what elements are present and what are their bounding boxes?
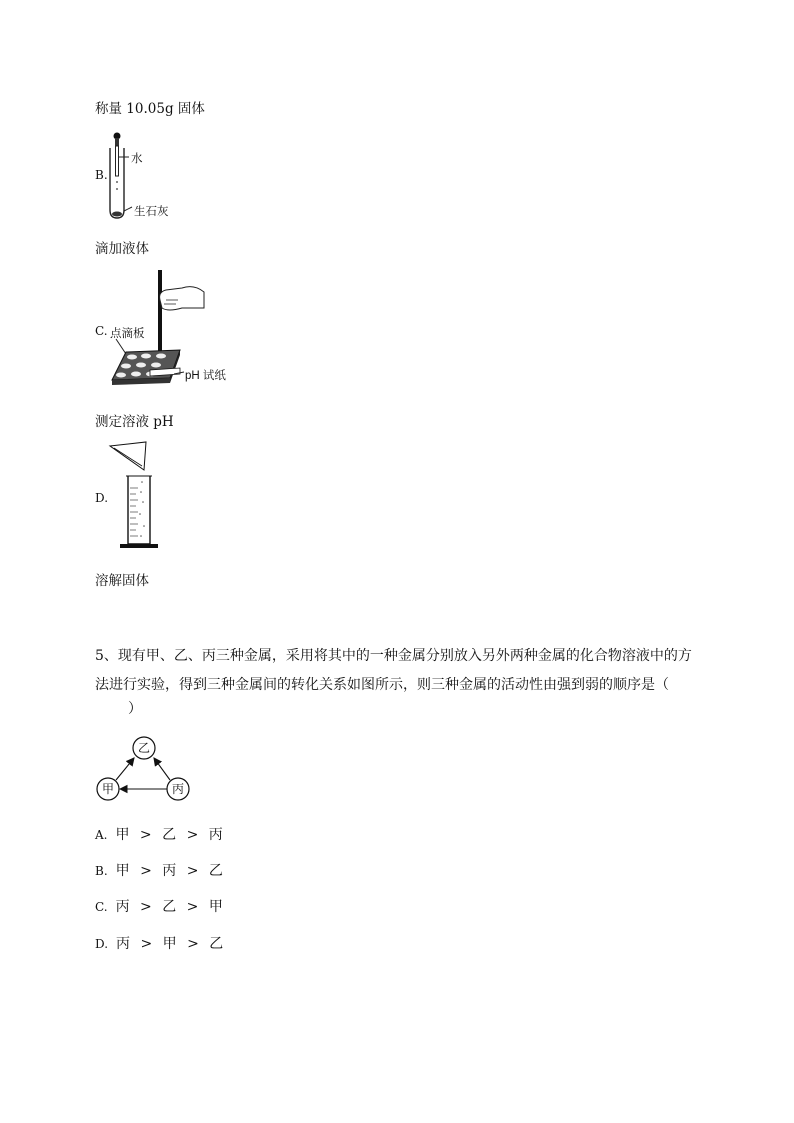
option-b-letter: B. [95, 864, 108, 878]
caption-a: 称量 10.05g 固体 [95, 101, 205, 117]
option-a[interactable] [95, 824, 223, 844]
option-letter-b: B. [95, 168, 108, 182]
question-5-line-1: 5、现有甲、乙、丙三种金属，采用将其中的一种金属分别放入另外两种金属的化合物溶液中的方 [95, 648, 692, 664]
label-water: 水 [131, 153, 143, 165]
node-bing-label: 丙 [171, 782, 184, 796]
graduated-cylinder-figure [106, 440, 166, 555]
option-c[interactable] [95, 896, 223, 916]
option-a-text: 甲 > 乙 > 丙 [115, 827, 223, 843]
option-a-letter: A. [95, 828, 108, 842]
caption-b: 滴加液体 [95, 241, 149, 257]
node-jia-label: 甲 [101, 782, 114, 796]
label-spot-plate: 点滴板 [110, 328, 145, 340]
caption-c: 测定溶液 pH [95, 414, 174, 430]
arrow-jia-to-yi [116, 758, 134, 780]
question-5-line-3: ） [128, 701, 142, 717]
arrow-bing-to-yi [154, 758, 170, 780]
node-yi-label: 乙 [137, 741, 150, 755]
option-b-text: 甲 > 丙 > 乙 [115, 863, 223, 879]
option-b[interactable] [95, 860, 223, 880]
caption-d: 溶解固体 [95, 573, 149, 589]
option-c-text: 丙 > 乙 > 甲 [115, 899, 223, 915]
option-letter-d: D. [95, 491, 109, 505]
option-d[interactable] [95, 933, 223, 953]
option-letter-c: C. [95, 324, 108, 338]
option-d-letter: D. [95, 937, 109, 951]
option-c-letter: C. [95, 900, 108, 914]
option-d-text: 丙 > 甲 > 乙 [116, 936, 224, 952]
question-5-line-2: 法进行实验，得到三种金属间的转化关系如图所示，则三种金属的活动性由强到弱的顺序是（ [95, 677, 669, 693]
label-ph-paper: pH 试纸 [185, 370, 226, 382]
spot-plate-ph-figure [108, 266, 238, 391]
label-quicklime: 生石灰 [134, 206, 169, 218]
